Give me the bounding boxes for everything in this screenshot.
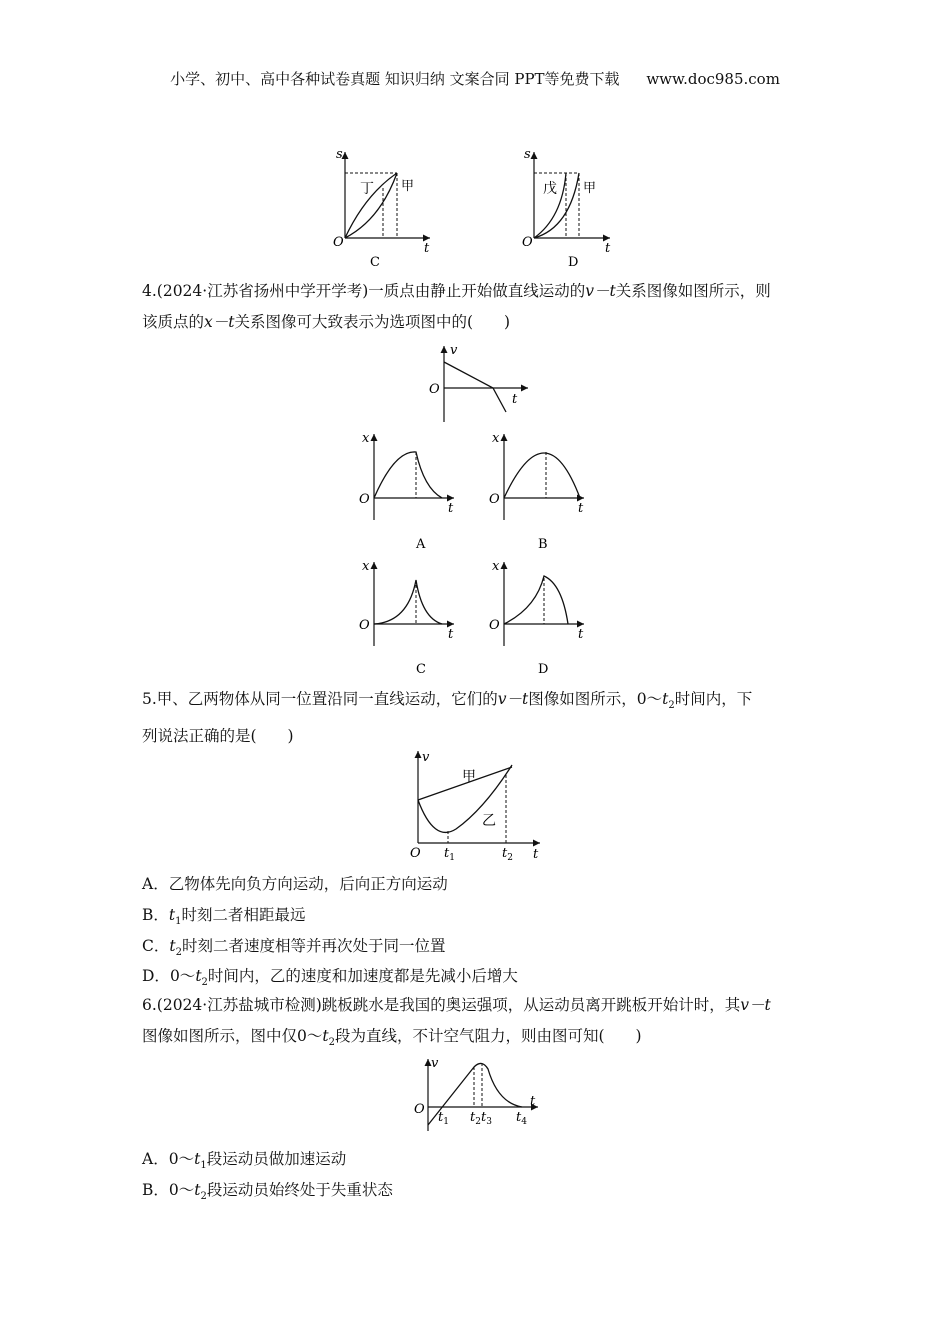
graph-d <box>522 147 611 270</box>
q4-b-axis-x: t <box>578 501 584 516</box>
q4-b-origin: O <box>489 492 500 507</box>
q4-d-origin: O <box>489 618 500 633</box>
q5-curve-yi: 乙 <box>482 813 496 829</box>
q5-curve-jia: 甲 <box>462 769 476 785</box>
q5-graph <box>400 745 550 865</box>
q6-t4-label: $t_4$ <box>516 1110 527 1127</box>
q4-d-axis-y: x <box>492 559 500 574</box>
q5-t2-label: $t_2$ <box>502 846 513 863</box>
q4-vt-axis-x: t <box>512 392 518 407</box>
q6-stem <box>142 990 812 1058</box>
graph-c <box>333 147 430 270</box>
q4-line2-b: 关系图像可大致表示为选项图中的( ) <box>234 313 511 331</box>
q4-vt: v－t <box>585 282 616 300</box>
q4-option-c <box>359 559 454 677</box>
q4-option-a <box>359 431 454 552</box>
header-text: 小学、初中、高中各种试卷真题 知识归纳 文案合同 PPT等免费下载 <box>170 70 620 88</box>
graph-d-origin: O <box>522 235 533 250</box>
q6-line2-a: 图像如图所示，图中仅0～ <box>142 1027 323 1045</box>
q4-a-axis-x: t <box>448 501 454 516</box>
q5-t2: t <box>662 690 669 708</box>
q5-line1-a: 5.甲、乙两物体从同一位置沿同一直线运动，它们的 <box>142 690 498 708</box>
graph-c-label: C <box>370 255 380 270</box>
q4-text-b: 关系图像如图所示，则 <box>615 282 771 300</box>
q5-t2-sub: 2 <box>668 700 675 712</box>
q4-b-axis-y: x <box>492 431 500 446</box>
graph-d-axis-y: s <box>524 147 531 162</box>
q4-xt: x－t <box>204 313 235 331</box>
graph-c-curve2: 甲 <box>401 179 415 194</box>
q5-option-a: A．乙物体先向负方向运动，后向正方向运动 <box>142 875 448 893</box>
page-header <box>0 68 950 89</box>
q4-b-label: B <box>538 537 548 552</box>
q5-line1-b: 图像如图所示，0～ <box>528 690 663 708</box>
q4-c-axis-x: t <box>448 627 454 642</box>
graph-c-axis-y: s <box>336 147 343 162</box>
graph-c-origin: O <box>333 235 344 250</box>
q5-line2: 列说法正确的是( ) <box>142 727 294 746</box>
q6-option-b: B．$0\sim t_2$段运动员始终处于失重状态 <box>142 1181 393 1203</box>
q5-option-d: D．$0\sim t_2$时间内，乙的速度和加速度都是先减小后增大 <box>142 967 518 989</box>
q4-a-origin: O <box>359 492 370 507</box>
graph-c-curve1: 丁 <box>360 181 374 197</box>
q5-axis-x: t <box>533 847 539 862</box>
q5-t1: $t_1$ <box>444 846 455 863</box>
top-graphs <box>300 140 640 270</box>
q6-t2-label: $t_2$ <box>470 1110 481 1127</box>
header-site: www.doc985.com <box>646 70 780 88</box>
q6-option-a: A．$0\sim t_1$段运动员做加速运动 <box>142 1150 347 1172</box>
q6-t1-label: $t_1$ <box>438 1110 449 1127</box>
q6-origin: O <box>414 1102 425 1117</box>
q4-c-origin: O <box>359 618 370 633</box>
q4-vt-graph <box>420 340 540 430</box>
q6-t2-sub: 2 <box>328 1037 335 1049</box>
graph-d-axis-x: t <box>605 241 611 256</box>
q4-option-d <box>489 559 584 677</box>
q4-option-graphs <box>350 428 610 678</box>
q4-c-label: C <box>416 662 426 677</box>
q6-axis-y: v <box>431 1056 439 1071</box>
q6-line2-b: 段为直线，不计空气阻力，则由图可知( ) <box>334 1027 642 1045</box>
graph-c-axis-x: t <box>424 241 430 256</box>
q4-vt-origin: O <box>429 382 440 397</box>
q6-vt: v－t <box>740 996 771 1014</box>
q4-d-axis-x: t <box>578 627 584 642</box>
q4-c-axis-y: x <box>362 559 370 574</box>
graph-d-curve2: 甲 <box>583 181 597 196</box>
q4-vt-axis-y: v <box>450 343 458 358</box>
q5-line1-c: 时间内，下 <box>674 690 753 708</box>
q4-source: 4.(2024·江苏省扬州中学开学考) <box>142 282 369 300</box>
q6-graph <box>410 1055 550 1135</box>
q4-option-b <box>489 431 584 552</box>
q4-line2-a: 该质点的 <box>142 313 205 331</box>
q6-line1-a: 跳板跳水是我国的奥运强项，从运动员离开跳板开始计时，其 <box>321 996 741 1014</box>
q6-axis-x: t <box>530 1094 536 1109</box>
q4-stem <box>142 276 812 338</box>
q6-source: 6.(2024·江苏盐城市检测) <box>142 996 322 1014</box>
q5-axis-y: v <box>422 750 430 765</box>
q5-option-c: C．$t_2$时刻二者速度相等并再次处于同一位置 <box>142 937 446 959</box>
q4-text-a: 一质点由静止开始做直线运动的 <box>368 282 586 300</box>
q4-d-label: D <box>538 662 549 677</box>
q4-a-axis-y: x <box>362 431 370 446</box>
q6-t3-label: $t_3$ <box>481 1110 492 1127</box>
graph-d-curve1: 戊 <box>543 181 557 197</box>
q6-t2: t <box>322 1027 329 1045</box>
q5-vt: v－t <box>497 690 529 708</box>
q5-option-b: B．$t_1$时刻二者相距最远 <box>142 906 306 928</box>
q5-stem <box>142 684 812 752</box>
q4-a-label: A <box>416 537 426 552</box>
q5-origin: O <box>410 846 421 861</box>
graph-d-label: D <box>568 255 579 270</box>
